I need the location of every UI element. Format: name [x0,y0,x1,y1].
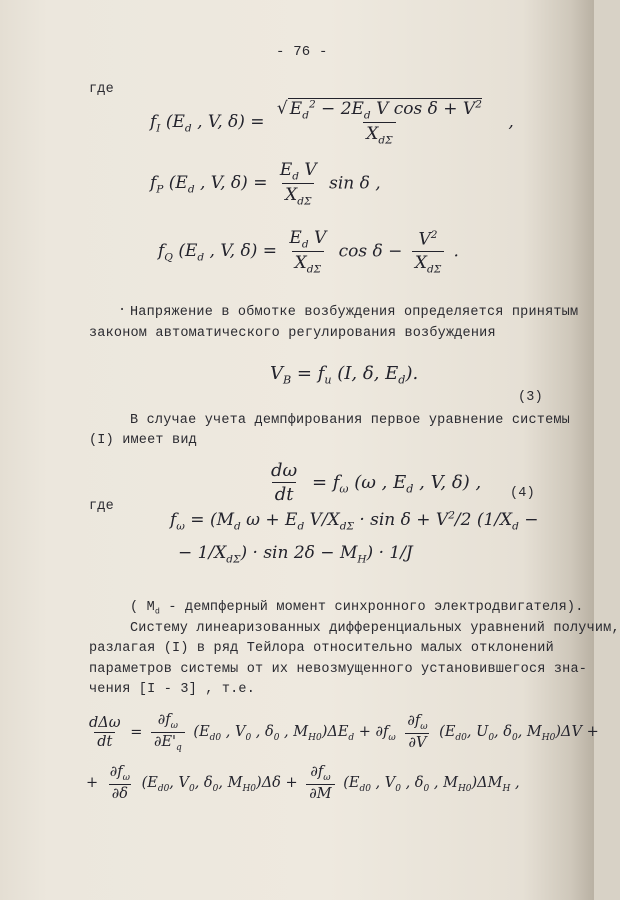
formula-v-b: $V_B = f_u$ (I, δ, $E_d$). [270,363,419,387]
where-label-2: где [89,499,114,514]
formula-linearized-line-2: + $\frac{\partial f_\omega}{\partial\delta}$ ($E_{d0}$, $V_0$, $\delta_0$, $M_{H0})\Delta\delta$ + $\frac{\partial f_\omega}{\partial M}$ ($E_{d0}$ , $V_0$ , $\delta_0$ , $M_{H0})\Delta M_H$ , [86,764,520,802]
formula-f-omega-line-2: − $1/X_{d\Sigma}) \cdot \sin 2\delta - M_H) \cdot 1/J$ [178,543,413,566]
paragraph-1-line-1: Напряжение в обмотке возбуждения определяется принятым [130,305,579,320]
page-number: - 76 - [276,44,328,60]
paragraph-4-line-2: разлагая (I) в ряд Тейлора относительно малых отклонений [89,641,554,656]
paragraph-1-line-2: законом автоматического регулирования возбуждения [89,326,496,341]
paragraph-3-line-1: ( $M_d$ - демпферный момент синхронного электродвигателя). [130,600,584,617]
paragraph-4-line-1: Систему линеаризованных дифференциальных уравнений получим, [130,621,620,636]
equation-label-4: (4) [510,486,535,501]
formula-f-omega-line-1: $f_\omega = (M_d$ $\omega + E_d$ $V/X_{d\Sigma} \cdot \sin \delta + V^2/2$ ($1/X_d$ − [170,509,539,533]
formula-d-omega: $\frac{d\omega}{dt}$ = $f_\omega$ (ω , $E_d$ , V, δ) , [271,460,482,505]
formula-f-p: $f_P$ ($E_d$ , V, δ) = $\frac{E_d V}{X_{d\Sigma}}$ sin δ , [150,160,381,208]
formula-linearized-line-1: $\frac{\text{dΔω}}{dt}$ = $\frac{\partial f_\omega}{\partial E'_q}$ ($E_{d0}$ , $V_0$ , $\delta_0$ , $M_{H0})\Delta E_d + \partial f_\omega$ $\frac{\partial f_\omega}{\partial V}$ ($E_{d0}$, $U_0$, $\delta_0$, $M_{H0})\Delta V$ + [89,712,599,753]
bullet-dot: . [118,300,127,315]
paragraph-4-line-3: параметров системы от их невозмущенного установившегося зна- [89,662,588,677]
paragraph-4-line-4: чения [I - 3] , т.е. [89,682,256,697]
paragraph-2-line-2: (I) имеет вид [89,433,197,448]
paragraph-2-line-1: В случае учета демпфирования первое уравнение системы [130,413,570,428]
equation-label-3: (3) [518,390,543,405]
formula-f-i: $f_I$ ($E_d$ , V, δ) = $\frac{√ E_d^2 - 2E_d V \cos \delta + V^2}{X_{d\Sigma}}$ , [150,98,514,147]
where-label-1: где [89,82,114,97]
formula-f-q: $f_Q$ ($E_d$ , V, δ) = $\frac{E_d V}{X_{d\Sigma}}$ cos δ − $\frac{V^2}{X_{d\Sigma}}$ . [158,228,459,276]
